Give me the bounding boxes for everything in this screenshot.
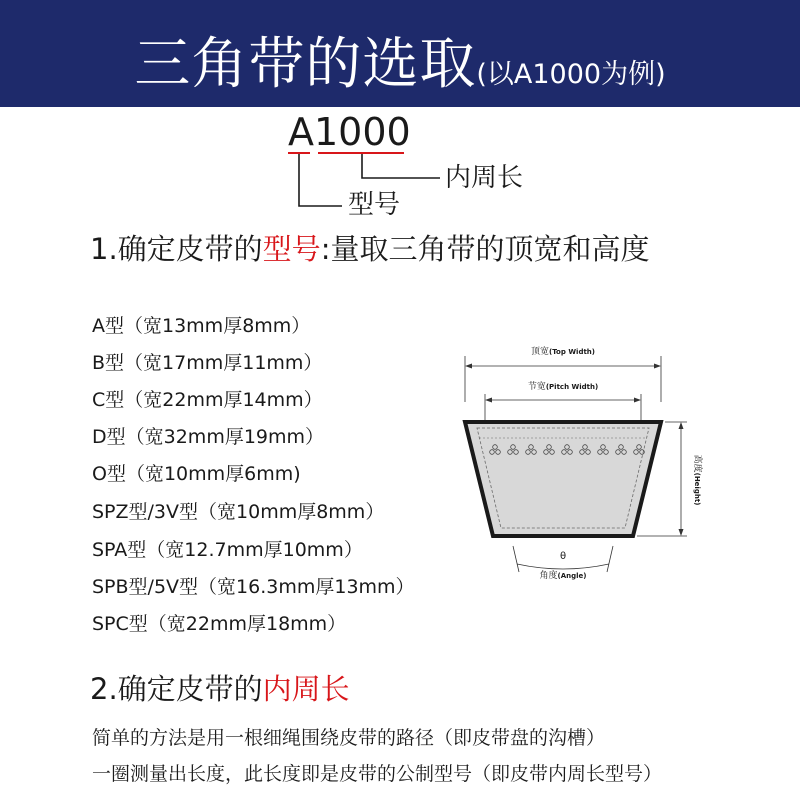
instruction-line: 简单的方法是用一根细绳围绕皮带的路径（即皮带盘的沟槽） [92,727,606,749]
belt-code-prefix: A [288,110,314,154]
spec-item: B型（宽17mm厚11mm） [92,352,323,374]
model-leader [299,154,342,206]
angle-arc [517,564,609,569]
section2-prefix: 2.确定皮带的 [90,672,263,706]
v-belt-cross-section [455,338,705,588]
page-title [0,20,800,100]
section1-heading [90,231,649,267]
spec-item: SPB型/5V型（宽16.3mm厚13mm） [92,576,415,598]
inner-circumference-label: 内周长 [445,163,524,193]
spec-item: O型（宽10mm厚6mm) [92,463,301,485]
spec-item: SPA型（宽12.7mm厚10mm） [92,539,363,561]
section1-highlight: 型号 [262,232,321,266]
spec-item: SPZ型/3V型（宽10mm厚8mm） [92,501,385,523]
top-width-label: 顶宽(Top Width) [531,347,595,357]
spec-item: C型（宽22mm厚14mm） [92,389,323,411]
page-title-subtitle: (以A1000为例) [476,59,666,90]
angle-symbol: θ [559,551,567,562]
section1-suffix: :量取三角带的顶宽和高度 [320,232,650,266]
belt-code-number: 1000 [314,110,411,154]
instruction-line: 一圈测量出长度，此长度即是皮带的公制型号（即皮带内周长型号） [92,763,663,785]
section2-highlight: 内周长 [262,672,350,706]
spec-item: A型（宽13mm厚8mm） [92,315,311,337]
section2-heading [90,671,350,707]
model-label: 型号 [348,190,401,220]
angle-label: 角度(Angle) [539,571,587,581]
spec-item: SPC型（宽22mm厚18mm） [92,613,347,635]
pitch-width-label: 节宽(Pitch Width) [527,382,599,392]
height-label: 高度(Height) [692,454,702,506]
inner-circumference-leader [362,154,440,178]
belt-body [465,422,661,536]
page-title-main: 三角带的选取 [134,32,477,97]
spec-item: D型（宽32mm厚19mm） [92,426,325,448]
section1-prefix: 1.确定皮带的 [90,232,263,266]
